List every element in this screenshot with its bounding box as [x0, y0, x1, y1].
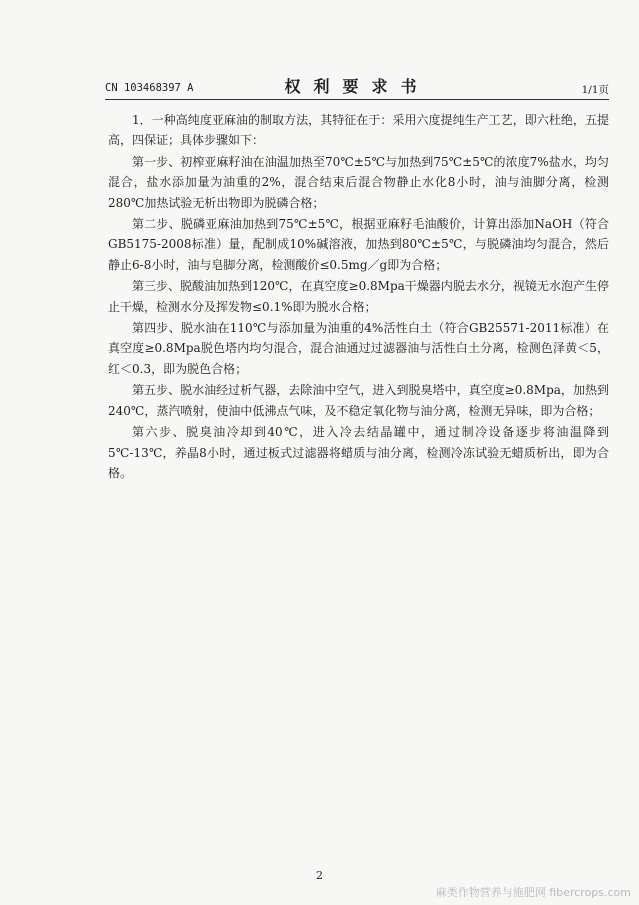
claim-intro: 1．一种高纯度亚麻油的制取方法，其特征在于：采用六度提纯生产工艺，即六杜绝，五提高，四保证；具体步骤如下：: [108, 113, 609, 148]
watermark: 麻类作物营养与施肥网 fibercrops.com: [435, 886, 631, 899]
header-divider: [105, 99, 609, 100]
page-number: 2: [316, 869, 323, 882]
page-indicator: 1/1页: [581, 84, 609, 96]
page-title: 权利要求书: [284, 77, 430, 96]
step-4: 第四步、脱水油在110℃与添加量为油重的4%活性白土（符合GB25571-2011标准）在真空度≥0.8Mpa脱色塔内均匀混合，混合油通过过滤器油与活性白土分离，检测色泽黄＜5，红＜0.3，即为脱色合格；: [108, 321, 609, 376]
page-header: [105, 72, 609, 102]
step-1: 第一步、初榨亚麻籽油在油温加热至70℃±5℃与加热到75℃±5℃的浓度7%盐水，均匀混合，盐水添加量为油重的2%，混合结束后混合物静止水化8小时，油与油脚分离，检测280℃加热试验无析出物即为脱磷合格；: [108, 154, 609, 210]
step-3: 第三步、脱酸油加热到120℃，在真空度≥0.8Mpa干燥器内脱去水分，视镜无水泡产生停止干燥，检测水分及挥发物≤0.1%即为脱水合格；: [108, 279, 609, 314]
step-6: 第六步、脱臭油冷却到40℃，进入冷去结晶罐中，通过制冷设备逐步将油温降到5℃-13℃，养晶8小时，通过板式过滤器将蜡质与油分离，检测冷冻试验无蜡质析出，即为合格。: [108, 425, 609, 480]
claims-body: [108, 110, 609, 484]
step-5: 第五步、脱水油经过析气器，去除油中空气，进入到脱臭塔中，真空度≥0.8Mpa，加热到240℃，蒸汽喷射，使油中低沸点气味，及不稳定氧化物与油分离，检测无异味，即为合格；: [108, 383, 609, 418]
patent-number: CN 103468397 A: [105, 82, 194, 94]
step-2: 第二步、脱磷亚麻油加热到75℃±5℃，根据亚麻籽毛油酸价，计算出添加NaOH（符合GB5175-2008标准）量，配制成10%碱溶液，加热到80℃±5℃，与脱磷油均匀混合，然后静止6-8小时，油与皂脚分离，检测酸价≤0.5mg／g即为合格；: [108, 217, 609, 272]
